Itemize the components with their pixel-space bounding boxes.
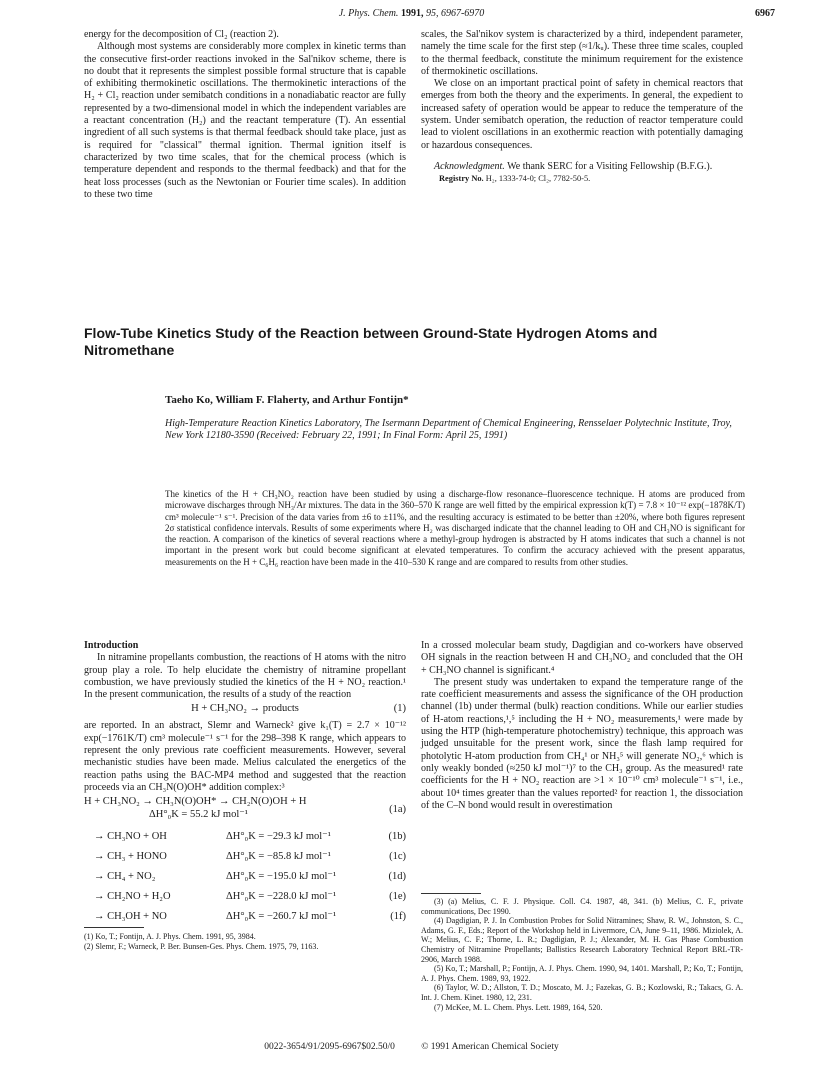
enthalpy-value: ΔH°₀K = −85.8 kJ mol⁻¹ — [226, 850, 331, 862]
equation-number: (1e) — [389, 890, 406, 902]
channel-equation: → CH₃NO + OH — [94, 830, 167, 842]
intro-paragraph: In nitramine propellants combustion, the reactions of H atoms with the nitro group play a role. To help elucidate the chemistry of nitramine propellant combustion, we have previously studied the kinetics of the H + NO₂ reaction.¹ In the present communication, the results of a study of the reaction — [84, 652, 406, 701]
intro-paragraph: The present study was undertaken to expand the temperature range of the rate coefficient measurements and assess the significance of the OH production channel (1b) under thermal (bulk) reaction conditions. While our earlier studies of H-atom reactions,¹,⁵ including the H + NO₂ measurements,¹ were made by using the HTP (high-temperature photochemistry) technique, this approach was judged unsuitable for the present work, since the flash lamp required for photolytic H-atom production from CH₄¹ or NH₃⁵ will generate NO₂,⁶ which is only weakly bonded (≈250 kJ mol⁻¹)⁷ to the CH₃ group. As the measured¹ rate coefficients for the H + NO₂ reaction are >1 × 10⁻¹⁰ cm³ molecule⁻¹ s⁻¹, i.e., about 10⁴ times greater than the values reported² for reaction 1, the dissociation of the C–N bond would result in overestimation — [421, 676, 743, 811]
intro-right-column — [421, 640, 743, 812]
prev-article-first-line: energy for the decomposition of Cl₂ (reaction 2). — [84, 29, 279, 40]
footnote: (1) Ko, T.; Fontijn, A. J. Phys. Chem. 1991, 95, 3984. — [84, 932, 256, 941]
prev-article-paragraph: Although most systems are considerably more complex in kinetic terms than the consecutive first-order reactions invoked in the Sal'nikov scheme, there is no doubt that it represents the simplest possible formal structure that is capable of exhibiting thermokinetic oscillations. The thermokinetic interactions of the H₂ + Cl₂ reaction under semibatch conditions in a nonadiabatic reactor are fully represented by a two-dimensional model in which the independent variables are a reactant concentration (H₂) and the reactant temperature (T). An essential ingredient of all such systems is that thermal feedback should take place, just as is required for "classical" thermal ignition. Thermal ignition itself is characterized by two time scales, that for the chemical process (which is temperature dependent and responds to the thermal feedback) and that for the heat loss processes (such as the Newtonian or Fourier time scales). In addition to these two time — [84, 41, 406, 200]
page-footer — [0, 1042, 823, 1052]
footnote-rule — [421, 893, 481, 894]
equation-number: (1a) — [389, 803, 406, 815]
article-abstract: The kinetics of the H + CH₃NO₂ reaction have been studied by using a discharge-flow resonance–fluorescence technique. H atoms are produced from microwave discharges through NH₃/Ar mixtures. The data in the 360–570 K range are well fitted by the empirical expression k(T) = 7.8 × 10⁻¹² exp(−1878K/T) cm³ molecule⁻¹ s⁻¹. Precision of the data varies from ±6 to ±11%, and the resulting accuracy is estimated to be better than ±20%, where both figures represent 2σ statistical confidence intervals. Results of some experiments where H₂ was discharged indicate that the channel leading to OH and CH₃NO is significant for the reaction. A comparison of the kinetics of several reactions where a methyl-group hydrogen is abstracted by H atoms indicates that such a channel is not important in the present work but could become significant at elevated temperatures. To confirm the accuracy achieved with the present apparatus, measurements on the H + C₆H₆ reaction have been made in the 410–530 K range and are compared to results from other studies. — [165, 489, 745, 567]
equation-1 — [84, 703, 406, 718]
prev-article-left-column — [84, 29, 406, 201]
registry-label: Registry No. — [439, 174, 484, 184]
footnote: (6) Taylor, W. D.; Allston, T. D.; Moscato, M. J.; Fazekas, G. B.; Kozlowski, R.; Takacs, G. A. Int. J. Chem. Kinet. 1980, 12, 231. — [421, 983, 743, 1002]
footnote: (2) Slemr, F.; Warneck, P. Ber. Bunsen-Ges. Phys. Chem. 1975, 79, 1163. — [84, 941, 319, 951]
equation-number: (1f) — [390, 910, 406, 922]
reaction-channels — [84, 831, 406, 931]
reaction-channel — [84, 891, 406, 911]
section-heading: Introduction — [84, 640, 139, 651]
reaction-channel — [84, 831, 406, 851]
footnote: (7) McKee, M. L. Chem. Phys. Lett. 1989, 164, 520. — [434, 1002, 603, 1012]
enthalpy-value: ΔH°₀K = −228.0 kJ mol⁻¹ — [226, 890, 337, 902]
journal-pages: 6967-6970 — [440, 8, 485, 19]
channel-equation: → CH₃ + HONO — [94, 850, 167, 862]
running-header — [0, 8, 823, 22]
footnotes-right — [421, 897, 743, 1012]
footnote: (4) Dagdigian, P. J. In Combustion Probes for Solid Nitramines; Shaw, R. W., Johnston, S. C., Adams, G. F., Eds.; Report of the Workshop held in Livermore, CA, June 9–11, 1986. Miziolek, A. W.; Melius, C. F.; Thorne, L. R.; Dagdigian, P. J.; Alexander, M. H. Gas Phase Combustion Chemistry of Nitramine Propellants; Ballistics Research Laboratory Technical Report BRL-TR-2906, March 1988. — [421, 916, 743, 964]
intro-paragraph: In a crossed molecular beam study, Dagdigian and co-workers have observed OH signals in the reaction between H and CH₃NO₂ and concluded that the OH + CH₃NO channel is significant.⁴ — [421, 640, 743, 676]
footnote-rule — [84, 927, 144, 928]
prev-article-paragraph: We close on an important practical point of safety in chemical reactors that emerges from both the theory and the experiments. In general, the expedient to increased safety of operation would be appear to reduce the temperature of the system. Under semibatch operation, the reduction of reactor temperature could lead to violent oscillations in an exothermic reaction with potentially damaging or hazardous consequences. — [421, 78, 743, 151]
channel-equation: → CH₃OH + NO — [94, 910, 167, 922]
article-authors: Taeho Ko, William F. Flaherty, and Arthur Fontijn* — [165, 394, 409, 406]
journal-volume: 95, — [425, 8, 439, 19]
issn-code: 0022-3654/91/2095-6967$02.50/0 — [264, 1042, 395, 1052]
footnote: (3) (a) Melius, C. F. J. Physique. Coll. C4. 1987, 48, 341. (b) Melius, C. F., private communications, Dec 1990. — [421, 897, 743, 916]
acknowledgment-label: Acknowledgment. — [434, 160, 505, 172]
intro-left-column — [84, 640, 406, 931]
footnotes-left — [84, 932, 406, 951]
equation-number: (1d) — [388, 870, 406, 882]
journal-year: 1991, — [400, 8, 424, 19]
journal-name: J. Phys. Chem. — [338, 8, 399, 19]
enthalpy-value: ΔH°₀K = −29.3 kJ mol⁻¹ — [226, 830, 331, 842]
copyright: © 1991 American Chemical Society — [421, 1042, 559, 1052]
enthalpy-value: ΔH°₀K = −260.7 kJ mol⁻¹ — [226, 910, 337, 922]
prev-article-right-column — [421, 29, 743, 186]
equation-1a: H + CH₃NO₂ → CH₃N(O)OH* → CH₂N(O)OH + H — [84, 796, 307, 808]
reaction-channel — [84, 851, 406, 871]
page-number: 6967 — [755, 8, 775, 19]
equation-text: H + CH₃NO₂ → products — [191, 703, 299, 715]
equation-number: (1b) — [388, 830, 406, 842]
journal-citation — [0, 8, 823, 19]
article-title: Flow-Tube Kinetics Study of the Reaction between Ground-State Hydrogen Atoms and Nitromethane — [84, 325, 658, 358]
enthalpy-value: ΔH°₀K = 55.2 kJ mol⁻¹ — [149, 808, 248, 820]
equation-number: (1) — [393, 703, 406, 715]
footnote: (5) Ko, T.; Marshall, P.; Fontijn, A. J. Phys. Chem. 1990, 94, 1401. Marshall, P.; Ko, T.; Fontijn, A. J. Phys. Chem. 1989, 93, 1922. — [421, 964, 743, 983]
acknowledgment-text: We thank SERC for a Visiting Fellowship (B.F.G.). — [504, 160, 713, 172]
prev-article-paragraph: scales, the Sal'nikov system is characterized by a third, independent parameter, namely the time scale for the first step (≈1/kᵤ). These three time scales, coupled to the thermal feedback, constitute the minimum requirement for the existence of thermokinetic oscillations. — [421, 29, 743, 77]
article-affiliation: High-Temperature Reaction Kinetics Laboratory, The Isermann Department of Chemical Engineering, Rensselaer Polytechnic Institute, Troy, New York 12180-3590 (Received: February 22, 1991; In Final Form: April 25, 1991) — [165, 418, 732, 442]
registry-numbers — [421, 173, 743, 185]
channel-equation: → CH₂NO + H₂O — [94, 890, 171, 902]
registry-text: H₂, 1333-74-0; Cl₂, 7782-50-5. — [483, 174, 591, 184]
channel-equation: → CH₄ + NO₂ — [94, 870, 156, 882]
reaction-channel — [84, 871, 406, 891]
equation-number: (1c) — [389, 850, 406, 862]
acknowledgment — [421, 161, 743, 173]
intro-paragraph: are reported. In an abstract, Slemr and Warneck² give k₁(T) = 2.7 × 10⁻¹² exp(−1761K/T) cm³ molecule⁻¹ s⁻¹ for the 298–398 K range, which appears to represent the only previous rate coefficient measurements. However, several mechanistic studies have been made. Melius calculated the energetics of the reaction paths using the BAC-MP4 method and suggested that the reaction proceeds via an CH₃N(O)OH* addition complex:³ — [84, 720, 406, 793]
enthalpy-value: ΔH°₀K = −195.0 kJ mol⁻¹ — [226, 870, 337, 882]
equation-1a-enthalpy — [84, 803, 406, 825]
